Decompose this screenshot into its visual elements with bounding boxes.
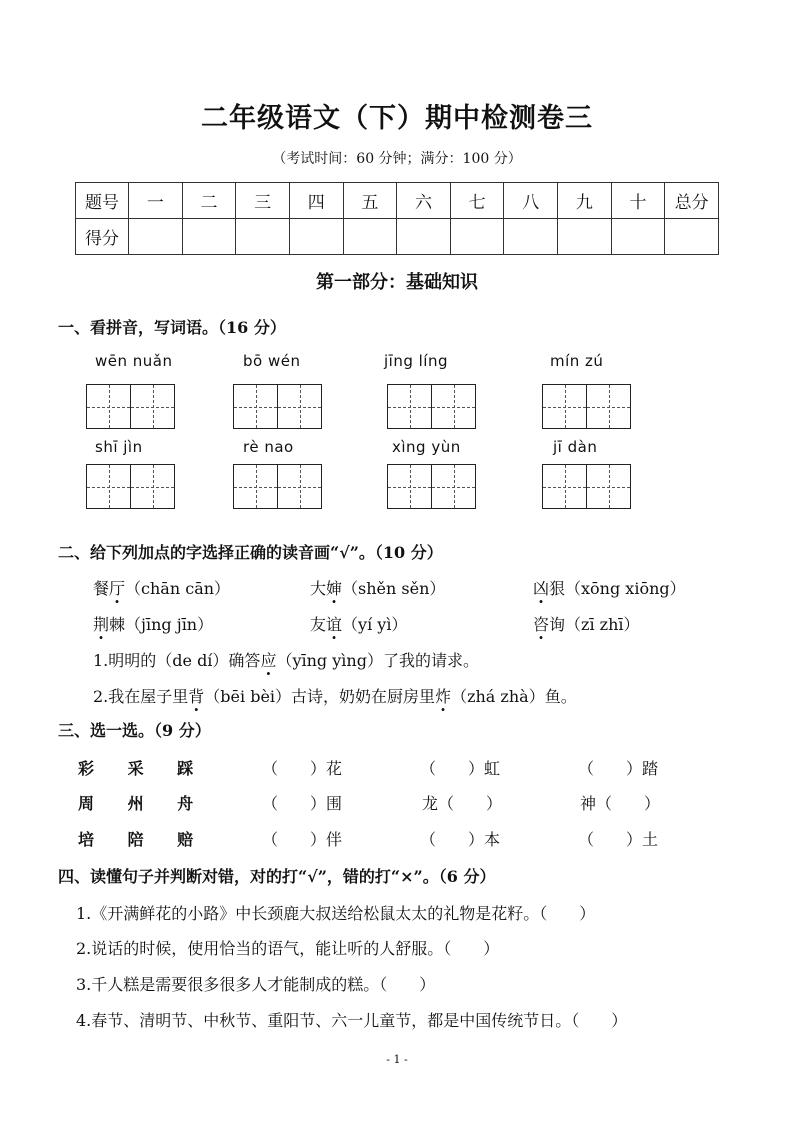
score-table: [75, 182, 719, 255]
score-cell-label: 题号: [76, 183, 129, 219]
writing-grid[interactable]: [233, 384, 322, 429]
fill-blank[interactable]: （ ）本: [420, 830, 501, 849]
pinyin-options[interactable]: （chān cān）: [125, 579, 231, 598]
fill-blank[interactable]: 龙（ ）: [422, 794, 503, 813]
score-blank[interactable]: [450, 219, 504, 255]
sentence-text: （yīng yìng）了我的请求。: [276, 651, 479, 670]
pinyin-label: wēn nuǎn: [95, 352, 173, 370]
pinyin-options[interactable]: （shěn sěn）: [342, 579, 446, 598]
score-blank[interactable]: [129, 219, 183, 255]
score-blank[interactable]: [665, 219, 719, 255]
sentence-item: [93, 684, 577, 707]
judgement-item[interactable]: 4.春节、清明节、中秋节、重阳节、六一儿童节，都是中国传统节日。（ ）: [76, 1011, 628, 1030]
pinyin-options[interactable]: （yí yì）: [342, 615, 408, 634]
fill-blank[interactable]: （ ）踏: [578, 759, 659, 778]
writing-grid[interactable]: [233, 464, 322, 509]
score-cell: 七: [450, 183, 504, 219]
part-heading: 第一部分：基础知识: [316, 272, 478, 293]
score-cell-total: 总分: [665, 183, 719, 219]
dotted-char: 炸: [435, 687, 452, 706]
question-2-title: 二、给下列加点的字选择正确的读音画“√”。（10 分）: [58, 543, 443, 562]
fill-blank[interactable]: （ ）虹: [420, 759, 501, 778]
score-cell: 二: [182, 183, 236, 219]
pinyin-options[interactable]: 狠（xōng xiōng）: [549, 579, 686, 598]
dotted-char: 应: [260, 651, 277, 670]
fill-blank[interactable]: （ ）围: [262, 794, 343, 813]
sentence-text: （zhá zhà）鱼。: [451, 687, 577, 706]
fill-blank[interactable]: （ ）土: [578, 830, 659, 849]
question-3-title: 三、选一选。（9 分）: [58, 721, 211, 740]
score-blank[interactable]: [611, 219, 665, 255]
dotted-char: 咨: [533, 615, 550, 634]
reading-choice: [93, 576, 230, 599]
reading-choice: [533, 612, 640, 635]
char-choices: 彩 采 踩: [78, 759, 208, 778]
judgement-item[interactable]: 1.《开满鲜花的小路》中长颈鹿大叔送给松鼠太太的礼物是花籽。（ ）: [76, 904, 596, 923]
pinyin-label: jī dàn: [553, 438, 598, 456]
pinyin-label: xìng yùn: [392, 438, 461, 456]
judgement-item[interactable]: 2.说话的时候，使用恰当的语气，能让听的人舒服。（ ）: [76, 939, 500, 958]
sentence-text: （bēi bèi）古诗，奶奶在厨房里: [204, 687, 436, 706]
pinyin-options[interactable]: 棘（jīng jīn）: [109, 615, 214, 634]
reading-choice: [93, 612, 213, 635]
score-blank[interactable]: [558, 219, 612, 255]
score-blank[interactable]: [289, 219, 343, 255]
dotted-char: 荆: [93, 615, 110, 634]
pinyin-label: jīng líng: [384, 352, 448, 370]
score-table-score-row: [76, 219, 719, 255]
word-part: 友: [310, 615, 327, 634]
writing-grid[interactable]: [542, 464, 631, 509]
sentence-text: 2.我在屋子里: [93, 687, 189, 706]
score-blank[interactable]: [343, 219, 397, 255]
sentence-text: 1.明明的（de dí）确答: [93, 651, 261, 670]
fill-blank[interactable]: （ ）伴: [262, 830, 343, 849]
score-cell: 三: [236, 183, 290, 219]
writing-grid[interactable]: [86, 464, 175, 509]
exam-info: （考试时间：60 分钟；满分：100 分）: [272, 151, 522, 167]
page-title: 二年级语文（下）期中检测卷三: [201, 103, 593, 134]
pinyin-label: mín zú: [550, 352, 604, 370]
char-choices: 周 州 舟: [78, 794, 208, 813]
score-blank[interactable]: [397, 219, 451, 255]
reading-choice: [310, 576, 445, 599]
score-cell: 六: [397, 183, 451, 219]
score-blank[interactable]: [504, 219, 558, 255]
score-cell: 八: [504, 183, 558, 219]
reading-choice: [533, 576, 686, 599]
score-cell: 一: [129, 183, 183, 219]
score-blank[interactable]: [182, 219, 236, 255]
dotted-char: 谊: [326, 615, 343, 634]
fill-blank[interactable]: 神（ ）: [580, 794, 661, 813]
page-number: - 1 -: [386, 1053, 408, 1066]
judgement-item[interactable]: 3.千人糕是需要很多很多人才能制成的糕。（ ）: [76, 975, 436, 994]
pinyin-label: bō wén: [243, 352, 301, 370]
dotted-char: 婶: [326, 579, 343, 598]
score-cell: 四: [289, 183, 343, 219]
dotted-char: 厅: [109, 579, 126, 598]
score-cell: 十: [611, 183, 665, 219]
word-part: 大: [310, 579, 327, 598]
dotted-char: 背: [188, 687, 205, 706]
pinyin-options[interactable]: 询（zī zhī）: [549, 615, 640, 634]
writing-grid[interactable]: [542, 384, 631, 429]
question-1-title: 一、看拼音，写词语。（16 分）: [58, 318, 286, 337]
writing-grid[interactable]: [387, 384, 476, 429]
score-blank[interactable]: [236, 219, 290, 255]
writing-grid[interactable]: [387, 464, 476, 509]
score-cell: 五: [343, 183, 397, 219]
reading-choice: [310, 612, 407, 635]
sentence-item: [93, 648, 479, 671]
fill-blank[interactable]: （ ）花: [262, 759, 343, 778]
score-table-header-row: [76, 183, 719, 219]
writing-grid[interactable]: [86, 384, 175, 429]
char-choices: 培 陪 赔: [78, 830, 208, 849]
pinyin-label: rè nao: [243, 438, 294, 456]
score-cell: 九: [558, 183, 612, 219]
dotted-char: 凶: [533, 579, 550, 598]
score-row-label: 得分: [76, 219, 129, 255]
question-4-title: 四、读懂句子并判断对错，对的打“√”，错的打“×”。（6 分）: [58, 867, 496, 886]
word-part: 餐: [93, 579, 110, 598]
pinyin-label: shī jìn: [95, 438, 143, 456]
